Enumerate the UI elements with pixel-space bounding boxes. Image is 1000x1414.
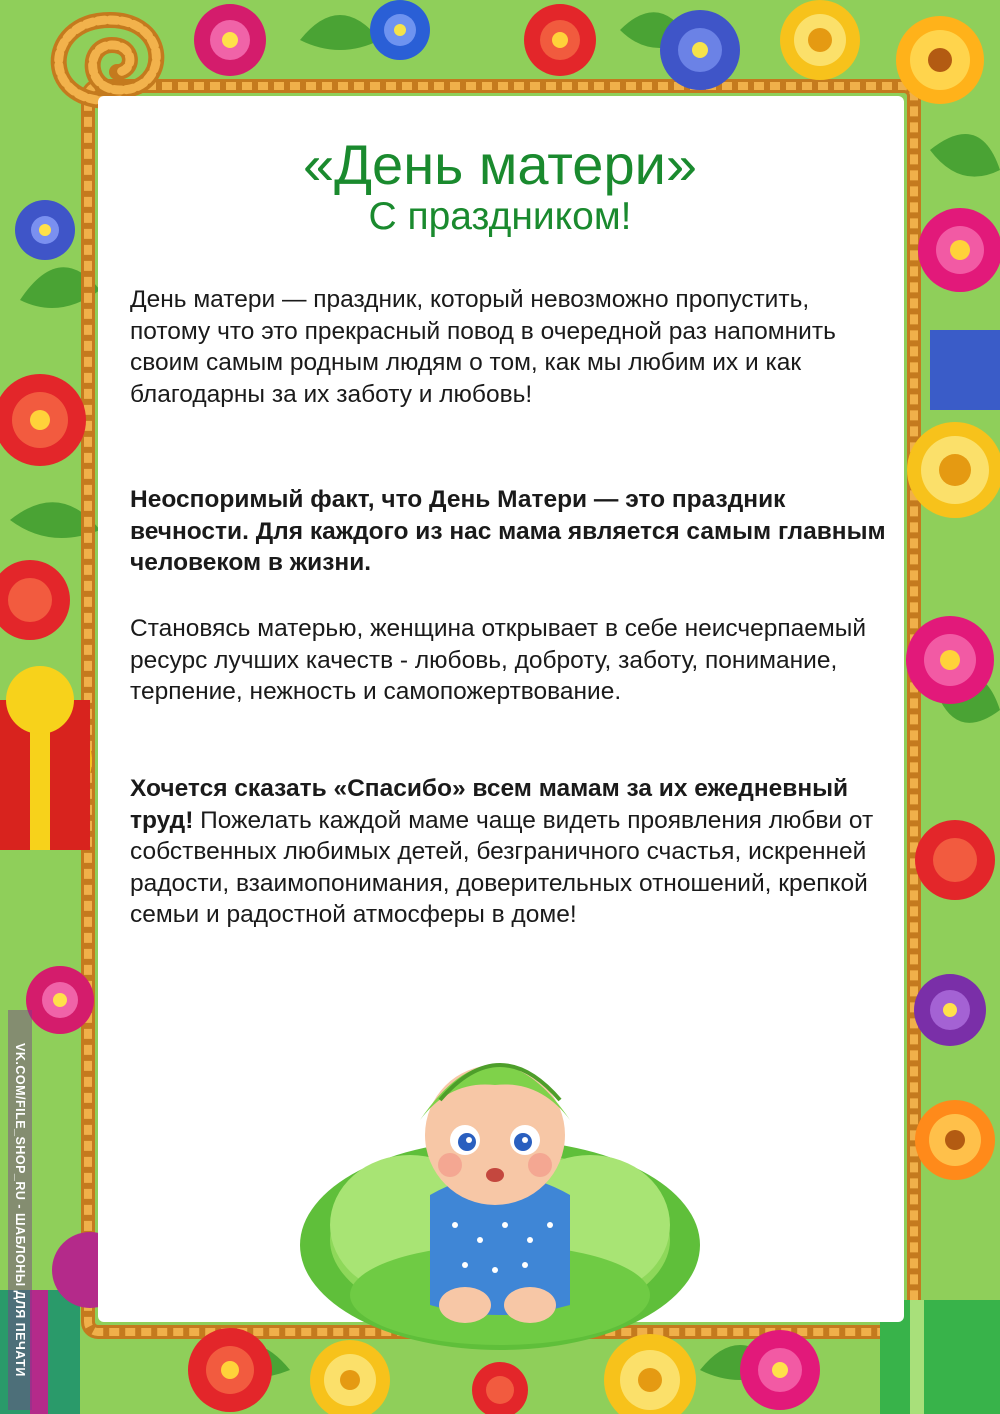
page-subtitle: С праздником! (368, 195, 632, 238)
paragraph-thanks-rest: Пожелать каждой маме чаще видеть проявления любви от собственных любимых детей, безграничного счастья, искренней радости, взаимопонимания, доверительных отношений, крепкой семьи и радостной атмосферы в доме! (130, 806, 874, 928)
paragraph-thanks-bold: Хочется сказать «Спасибо» всем мамам за их ежедневный труд! (130, 775, 849, 834)
paragraph-intro: День матери — праздник, который невозможно пропустить, потому что это прекрасный повод в очередной раз напомнить своим самым родным людям о том, как мы любим их и как благодарны за их заботу и любовь! (130, 286, 836, 408)
paragraph-fact: Неоспоримый факт, что День Матери — это праздник вечности. Для каждого из нас мама является самым главным человеком в жизни. (130, 486, 886, 576)
watermark-text: VK.COM/FILE_SHOP_RU - ШАБЛОНЫ ДЛЯ ПЕЧАТИ (8, 1010, 32, 1410)
paragraph-motherhood: Становясь матерью, женщина открывает в себе неисчерпаемый ресурс лучших качеств - любовь, доброту, заботу, понимание, терпение, нежность и самопожертвование. (130, 615, 867, 705)
paragraph-thanks (130, 773, 890, 931)
baby-in-cabbage-illustration (290, 1025, 710, 1355)
page-title: «День матери» (302, 133, 698, 196)
